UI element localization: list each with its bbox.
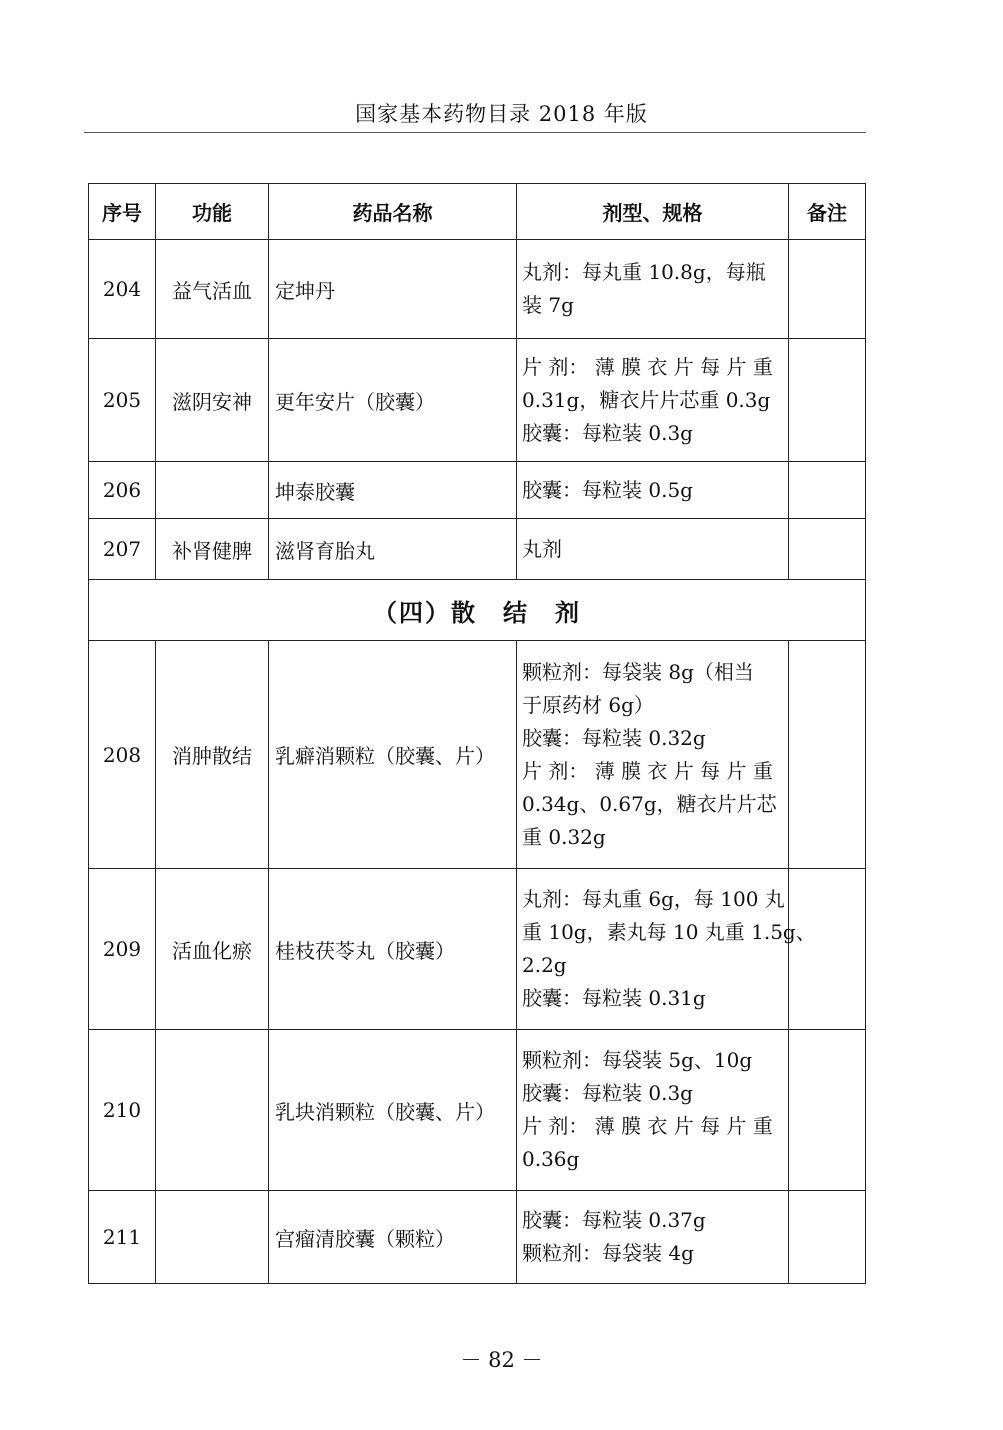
row-func: 活血化瘀 <box>156 869 269 1030</box>
table-row <box>89 240 866 339</box>
spec-line: 片 剂： 薄 膜 衣 片 每 片 重 <box>522 758 773 783</box>
row-note <box>789 462 866 519</box>
row-name: 定坤丹 <box>269 240 517 339</box>
spec-line: 于原药材 6g） <box>522 692 654 717</box>
table-header-row <box>89 184 866 240</box>
row-name: 桂枝茯苓丸（胶囊） <box>269 869 517 1030</box>
row-spec <box>517 339 789 462</box>
row-note <box>789 519 866 580</box>
row-num: 207 <box>89 519 156 580</box>
col-header-note: 备注 <box>789 184 866 240</box>
row-func <box>156 1191 269 1284</box>
header-rule <box>84 132 866 133</box>
table-row <box>89 869 866 1030</box>
table-row <box>89 641 866 869</box>
row-spec <box>517 1030 789 1191</box>
col-header-num: 序号 <box>89 184 156 240</box>
row-spec <box>517 462 789 519</box>
col-header-func: 功能 <box>156 184 269 240</box>
spec-line: 0.31g，糖衣片片芯重 0.3g <box>522 387 771 412</box>
row-func: 消肿散结 <box>156 641 269 869</box>
row-note <box>789 641 866 869</box>
row-name: 更年安片（胶囊） <box>269 339 517 462</box>
row-num: 206 <box>89 462 156 519</box>
drug-table <box>88 183 866 1284</box>
row-spec <box>517 1191 789 1284</box>
spec-line: 片 剂： 薄 膜 衣 片 每 片 重 <box>522 354 773 379</box>
spec-line: 颗粒剂：每袋装 4g <box>522 1241 694 1265</box>
spec-line: 丸剂：每丸重 6g，每 100 丸 <box>522 887 785 911</box>
row-note <box>789 869 866 1030</box>
row-func: 滋阴安神 <box>156 339 269 462</box>
row-name: 宫瘤清胶囊（颗粒） <box>269 1191 517 1284</box>
row-func <box>156 1030 269 1191</box>
section-row <box>89 580 866 641</box>
spec-line: 颗粒剂：每袋装 8g（相当 <box>522 659 754 684</box>
table-row <box>89 1191 866 1284</box>
row-name: 乳癖消颗粒（胶囊、片） <box>269 641 517 869</box>
spec-line: 重 10g，素丸每 10 丸重 1.5g、 <box>522 920 816 944</box>
table-row <box>89 519 866 580</box>
spec-line: 0.34g、0.67g，糖衣片片芯 <box>522 791 777 816</box>
row-name: 坤泰胶囊 <box>269 462 517 519</box>
spec-line: 丸剂 <box>522 536 562 561</box>
spec-line: 胶囊：每粒装 0.3g <box>522 420 693 445</box>
row-num: 209 <box>89 869 156 1030</box>
row-num: 204 <box>89 240 156 339</box>
row-num: 205 <box>89 339 156 462</box>
row-note <box>789 240 866 339</box>
row-note <box>789 339 866 462</box>
row-note <box>789 1030 866 1191</box>
row-name: 乳块消颗粒（胶囊、片） <box>269 1030 517 1191</box>
spec-line: 胶囊：每粒装 0.5g <box>522 477 693 502</box>
spec-line: 胶囊：每粒装 0.3g <box>522 1081 693 1105</box>
row-name: 滋肾育胎丸 <box>269 519 517 580</box>
table-row <box>89 339 866 462</box>
spec-line: 颗粒剂：每袋装 5g、10g <box>522 1048 753 1072</box>
row-num: 210 <box>89 1030 156 1191</box>
spec-line: 胶囊：每粒装 0.32g <box>522 725 706 750</box>
col-header-spec: 剂型、规格 <box>517 184 789 240</box>
spec-line: 重 0.32g <box>522 824 606 849</box>
row-spec <box>517 869 816 1030</box>
col-header-name: 药品名称 <box>269 184 517 240</box>
spec-line: 2.2g <box>522 953 567 977</box>
row-func <box>156 462 269 519</box>
table-row <box>89 462 866 519</box>
row-spec <box>517 519 789 580</box>
spec-line: 0.36g <box>522 1147 580 1171</box>
row-num: 211 <box>89 1191 156 1284</box>
table-row <box>89 1030 866 1191</box>
spec-line: 胶囊：每粒装 0.31g <box>522 986 706 1010</box>
row-note <box>789 1191 866 1284</box>
page-number: － 82 － <box>460 1348 543 1372</box>
spec-line: 丸剂：每丸重 10.8g，每瓶 <box>522 260 766 284</box>
row-spec <box>517 240 789 339</box>
page-header-title: 国家基本药物目录 2018 年版 <box>355 102 648 126</box>
row-spec <box>517 641 789 869</box>
spec-line: 胶囊：每粒装 0.37g <box>522 1208 706 1232</box>
spec-line: 装 7g <box>522 293 574 317</box>
row-func: 补肾健脾 <box>156 519 269 580</box>
row-func: 益气活血 <box>156 240 269 339</box>
row-num: 208 <box>89 641 156 869</box>
section-title: （四）散 结 剂 <box>89 580 866 641</box>
spec-line: 片 剂： 薄 膜 衣 片 每 片 重 <box>522 1114 773 1138</box>
